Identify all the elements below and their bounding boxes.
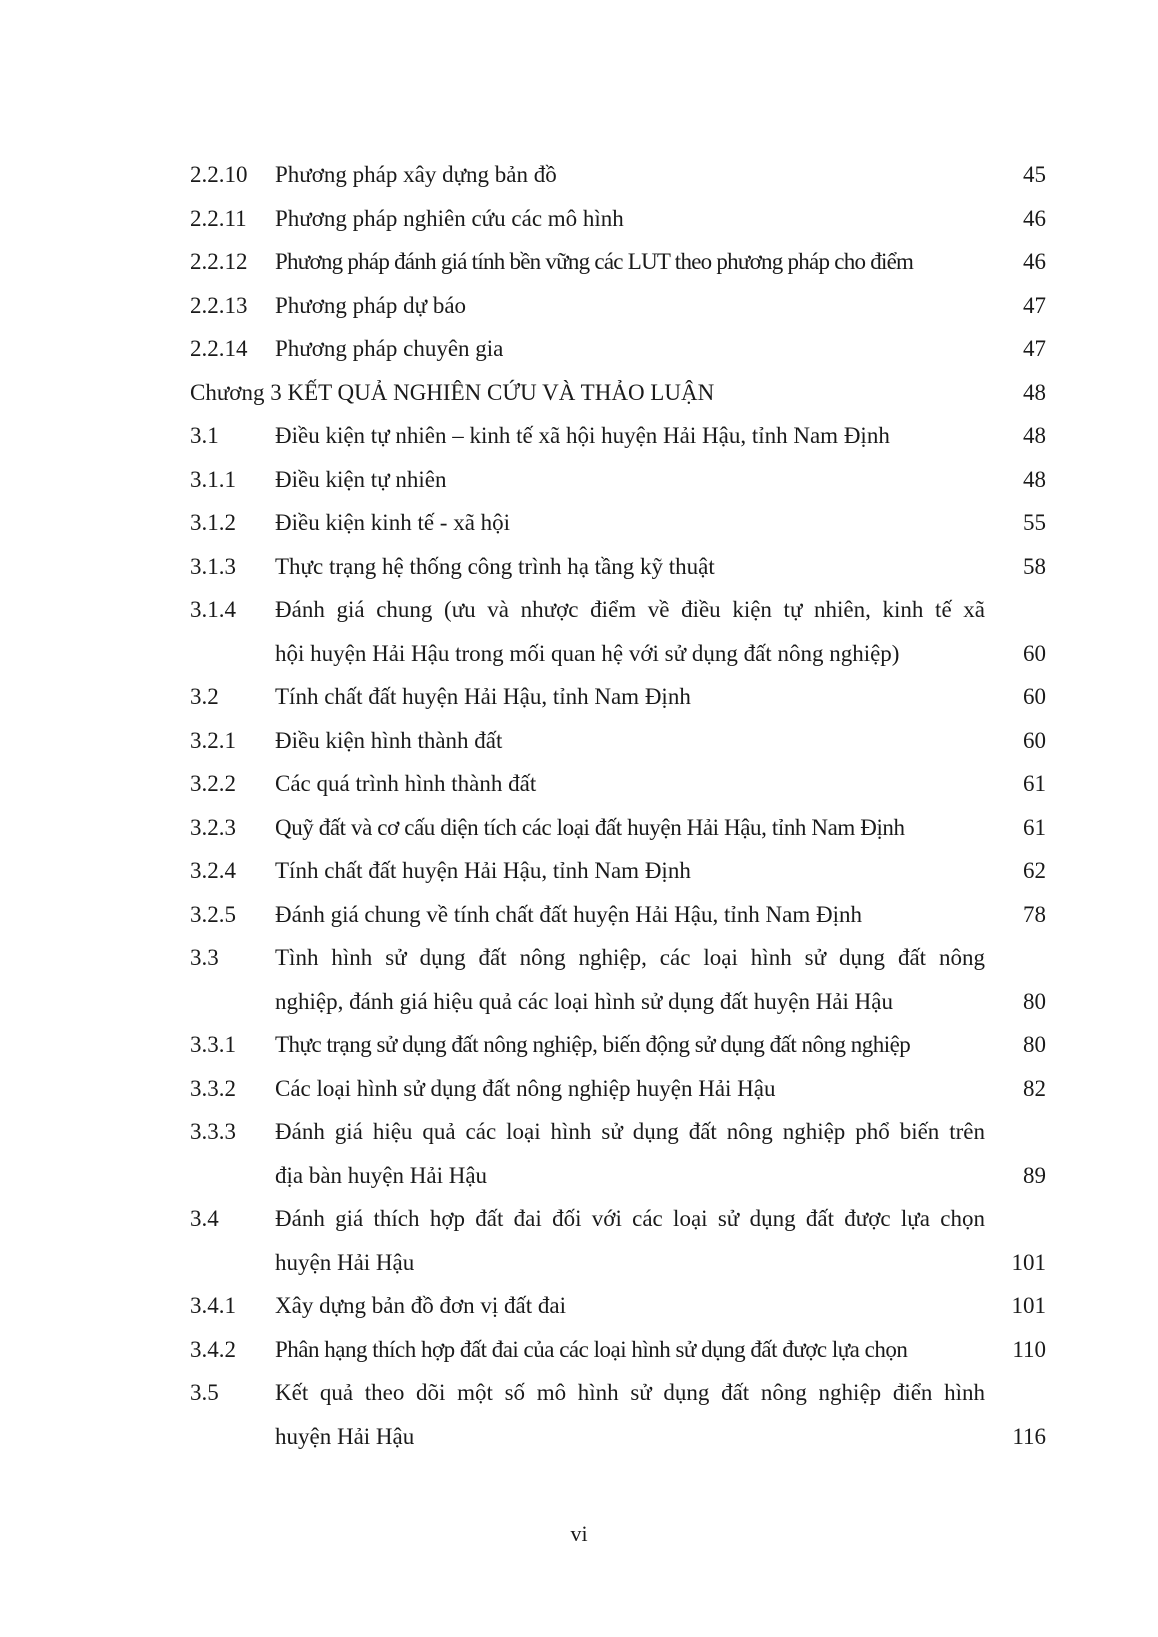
- toc-number: 3.1.1: [190, 466, 236, 492]
- toc-number: 2.2.10: [190, 162, 248, 187]
- toc-page-number: 60: [1023, 727, 1046, 753]
- toc-entry[interactable]: [0, 1371, 1158, 1415]
- toc-number: 2.2.12: [190, 249, 248, 274]
- toc-number: 3.3.3: [190, 1119, 236, 1144]
- toc-number: 2.2.11: [190, 205, 247, 231]
- toc-entry[interactable]: [0, 327, 1158, 371]
- toc-number: 3.1.4: [190, 597, 236, 622]
- toc-title: Đánh giá chung về tính chất đất huyện Hải Hậu, tỉnh Nam Định: [275, 901, 862, 927]
- toc-title: Phương pháp xây dựng bản đồ: [275, 162, 557, 187]
- toc-page-number: 60: [1023, 684, 1046, 709]
- toc-title: Tính chất đất huyện Hải Hậu, tỉnh Nam Định: [275, 858, 691, 883]
- toc-entry[interactable]: [0, 501, 1158, 545]
- toc-title: Các quá trình hình thành đất: [275, 771, 537, 796]
- toc-page-number: 78: [1023, 901, 1046, 927]
- toc-entry[interactable]: [0, 849, 1158, 893]
- toc-page-number: 48: [1023, 379, 1046, 405]
- toc-page-number: 45: [1023, 162, 1046, 187]
- toc-page-number: 46: [1023, 249, 1046, 274]
- toc-title: Tình hình sử dụng đất nông nghiệp, các loại hình sử dụng đất nông: [275, 945, 985, 970]
- toc-title: Đánh giá thích hợp đất đai đối với các loại sử dụng đất được lựa chọn: [275, 1206, 985, 1231]
- toc-title: Thực trạng hệ thống công trình hạ tầng kỹ thuật: [275, 553, 715, 579]
- table-of-contents: [0, 153, 1158, 1458]
- toc-entry[interactable]: [0, 719, 1158, 763]
- toc-title: Điều kiện tự nhiên: [275, 466, 447, 492]
- toc-page-number: 61: [1023, 814, 1046, 840]
- toc-entry-continuation[interactable]: [0, 980, 1158, 1024]
- toc-number: 3.3.1: [190, 1032, 236, 1057]
- toc-entry[interactable]: [0, 762, 1158, 806]
- toc-entry[interactable]: [0, 458, 1158, 502]
- toc-page-number: 101: [1011, 1249, 1046, 1275]
- toc-entry-continuation[interactable]: [0, 1415, 1158, 1459]
- toc-entry[interactable]: [0, 806, 1158, 850]
- toc-number: 3.3: [190, 945, 219, 970]
- toc-entry[interactable]: [0, 284, 1158, 328]
- toc-number: 3.4.1: [190, 1293, 236, 1318]
- toc-title: Điều kiện hình thành đất: [275, 727, 503, 753]
- toc-title: địa bàn huyện Hải Hậu: [275, 1162, 488, 1188]
- toc-title: Các loại hình sử dụng đất nông nghiệp huyện Hải Hậu: [275, 1075, 776, 1101]
- toc-number: 3.1: [190, 423, 219, 448]
- toc-page-number: 80: [1023, 988, 1046, 1014]
- toc-number: 3.2: [190, 684, 219, 709]
- toc-page-number: 60: [1023, 640, 1046, 666]
- toc-title: nghiệp, đánh giá hiệu quả các loại hình sử dụng đất huyện Hải Hậu: [275, 988, 893, 1014]
- toc-title: Phương pháp đánh giá tính bền vững các LUT theo phương pháp cho điểm: [275, 249, 914, 274]
- toc-title: Đánh giá hiệu quả các loại hình sử dụng đất nông nghiệp phổ biến trên: [275, 1119, 985, 1144]
- toc-number: 3.2.3: [190, 814, 236, 840]
- toc-number: 3.2.1: [190, 727, 236, 753]
- toc-title: Tính chất đất huyện Hải Hậu, tỉnh Nam Định: [275, 684, 691, 709]
- toc-number: 3.1.3: [190, 553, 236, 579]
- toc-title: Thực trạng sử dụng đất nông nghiệp, biến động sử dụng đất nông nghiệp: [275, 1032, 911, 1057]
- page-number-footer: vi: [570, 1521, 588, 1546]
- toc-title: hội huyện Hải Hậu trong mối quan hệ với sử dụng đất nông nghiệp): [275, 640, 900, 666]
- toc-page-number: 116: [1012, 1423, 1046, 1449]
- toc-entry-continuation[interactable]: [0, 1154, 1158, 1198]
- toc-title: huyện Hải Hậu: [275, 1249, 415, 1275]
- toc-page-number: 46: [1023, 205, 1046, 231]
- toc-page-number: 80: [1023, 1032, 1046, 1057]
- toc-title: Xây dựng bản đồ đơn vị đất đai: [275, 1293, 566, 1318]
- toc-page-number: 110: [1012, 1336, 1046, 1362]
- toc-entry[interactable]: [0, 1197, 1158, 1241]
- toc-number: 3.2.5: [190, 901, 236, 927]
- toc-page-number: 89: [1023, 1162, 1046, 1188]
- toc-title: huyện Hải Hậu: [275, 1423, 415, 1449]
- toc-title: Phân hạng thích hợp đất đai của các loại hình sử dụng đất được lựa chọn: [275, 1336, 908, 1362]
- toc-number: 3.2.2: [190, 771, 236, 796]
- toc-page-number: 58: [1023, 553, 1046, 579]
- toc-title: Đánh giá chung (ưu và nhược điểm về điều kiện tự nhiên, kinh tế xã: [275, 597, 985, 622]
- toc-entry[interactable]: [0, 1328, 1158, 1372]
- toc-number: 2.2.13: [190, 292, 248, 318]
- toc-title: Phương pháp nghiên cứu các mô hình: [275, 205, 624, 231]
- toc-entry[interactable]: [0, 675, 1158, 719]
- toc-page-number: 61: [1023, 771, 1046, 796]
- toc-number: 3.5: [190, 1380, 219, 1405]
- toc-page-number: 47: [1023, 336, 1046, 361]
- toc-title: Phương pháp dự báo: [275, 292, 467, 318]
- toc-entry[interactable]: [0, 1067, 1158, 1111]
- toc-number: 3.4: [190, 1206, 219, 1231]
- toc-entry[interactable]: [0, 414, 1158, 458]
- toc-number: 3.2.4: [190, 858, 236, 883]
- toc-page-number: 62: [1023, 858, 1046, 883]
- toc-entry[interactable]: [0, 240, 1158, 284]
- toc-entry-continuation[interactable]: [0, 632, 1158, 676]
- toc-page-number: 48: [1023, 466, 1046, 492]
- toc-chapter-heading[interactable]: [0, 371, 1158, 415]
- toc-entry[interactable]: [0, 197, 1158, 241]
- chapter-title: Chương 3 KẾT QUẢ NGHIÊN CỨU VÀ THẢO LUẬN: [190, 379, 715, 405]
- toc-page-number: 48: [1023, 423, 1046, 448]
- toc-page-number: 101: [1011, 1293, 1046, 1318]
- toc-entry[interactable]: [0, 893, 1158, 937]
- toc-page-number: 47: [1023, 292, 1046, 318]
- toc-entry-continuation[interactable]: [0, 1241, 1158, 1285]
- toc-title: Điều kiện tự nhiên – kinh tế xã hội huyện Hải Hậu, tỉnh Nam Định: [275, 423, 890, 448]
- toc-title: Quỹ đất và cơ cấu diện tích các loại đất huyện Hải Hậu, tỉnh Nam Định: [275, 814, 905, 840]
- toc-entry[interactable]: [0, 1284, 1158, 1328]
- toc-number: 2.2.14: [190, 336, 248, 361]
- toc-entry[interactable]: [0, 588, 1158, 632]
- toc-entry[interactable]: [0, 153, 1158, 197]
- toc-title: Điều kiện kinh tế - xã hội: [275, 510, 511, 535]
- toc-page-number: 55: [1023, 510, 1046, 535]
- toc-number: 3.3.2: [190, 1075, 236, 1101]
- toc-title: Kết quả theo dõi một số mô hình sử dụng đất nông nghiệp điển hình: [275, 1380, 985, 1405]
- toc-entry[interactable]: [0, 545, 1158, 589]
- toc-entry[interactable]: [0, 1110, 1158, 1154]
- toc-number: 3.1.2: [190, 510, 236, 535]
- toc-page-number: 82: [1023, 1075, 1046, 1101]
- toc-number: 3.4.2: [190, 1336, 236, 1362]
- toc-entry[interactable]: [0, 1023, 1158, 1067]
- toc-entry[interactable]: [0, 936, 1158, 980]
- toc-title: Phương pháp chuyên gia: [275, 336, 504, 361]
